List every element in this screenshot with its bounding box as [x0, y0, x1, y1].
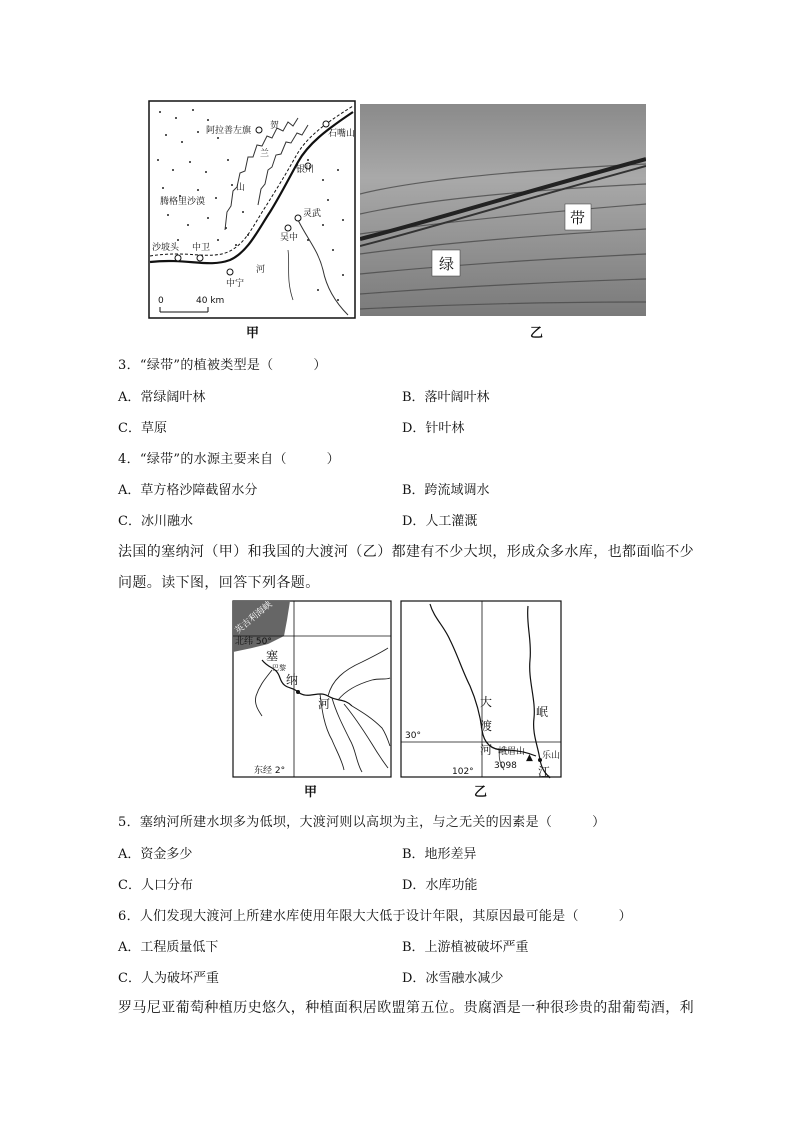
q5-option-c: C．人口分布: [118, 878, 193, 893]
label-sai: 塞: [266, 649, 279, 663]
label-da: 大: [480, 695, 493, 709]
intro-2-line-2: 问题。读下图，回答下列各题。: [118, 575, 320, 591]
paris-marker: [296, 690, 300, 694]
q6-stem: 6．人们发现大渡河上所建水库使用年限大大低于设计年限，其原因最可能是（ ）: [118, 909, 632, 924]
label-river: 河: [256, 265, 266, 275]
scale-label: 40 km: [196, 296, 225, 306]
intro-2-line-1: 法国的塞纳河（甲）和我国的大渡河（乙）都建有不少大坝，形成众多水库，也都面临不少: [118, 544, 694, 560]
label-shan: 山: [236, 183, 246, 193]
q4-option-b: B．跨流域调水: [402, 483, 490, 498]
photo-label-lv: 绿: [439, 255, 455, 273]
q6-option-d: D．冰雪融水减少: [402, 971, 504, 986]
label-lingwu: 灵武: [303, 209, 322, 219]
q4-option-a: A．草方格沙障截留水分: [118, 483, 258, 498]
q4-stem: 4．“绿带”的水源主要来自（ ）: [118, 452, 340, 467]
label-shizuishan: 石嘴山: [328, 129, 356, 139]
label-wuzhong: 吴中: [280, 233, 299, 243]
q5-option-b: B．地形差异: [402, 847, 477, 862]
label-lan: 兰: [260, 149, 270, 159]
q3-option-b: B．落叶阔叶林: [402, 390, 490, 405]
city-marker: [175, 255, 181, 261]
figure-1-caption-b: 乙: [530, 326, 544, 341]
label-na: 纳: [286, 673, 299, 687]
ningxia-map: [148, 100, 356, 320]
label-min: 岷: [536, 705, 549, 719]
scale-zero: 0: [158, 296, 164, 306]
label-he: 贺: [270, 121, 280, 131]
q4-option-d: D．人工灌溉: [402, 514, 478, 529]
city-marker: [227, 269, 233, 275]
label-strait: 英吉利海峡: [233, 600, 275, 637]
label-lat-30: 30°: [405, 731, 421, 741]
photo-label-dai: 带: [570, 209, 586, 227]
q5-option-d: D．水库功能: [402, 878, 478, 893]
q5-option-a: A．资金多少: [118, 847, 193, 862]
label-paris: 巴黎: [272, 664, 286, 672]
label-lon: 东经 2°: [254, 766, 286, 776]
q6-option-a: A．工程质量低下: [118, 940, 219, 955]
figure-2: [232, 600, 562, 800]
label-yinchuan: 银川: [296, 165, 315, 175]
q3-stem: 3．“绿带”的植被类型是（ ）: [118, 358, 327, 373]
seine-map: [232, 600, 392, 780]
q4-option-c: C．冰川融水: [118, 514, 193, 529]
label-du: 渡: [480, 719, 493, 733]
label-lon-102: 102°: [452, 767, 474, 777]
q6-option-c: C．人为破坏严重: [118, 971, 219, 986]
label-he-2: 河: [318, 697, 331, 711]
green-belt-photo: [360, 104, 646, 316]
figure-1: [148, 100, 648, 340]
label-zhongning: 中宁: [226, 279, 245, 289]
figure-2-caption-b: 乙: [474, 785, 488, 800]
label-lat: 北纬 50°: [235, 637, 272, 647]
figure-1-caption-a: 甲: [246, 326, 260, 341]
label-zhongwei: 中卫: [192, 243, 211, 253]
intro-3-line-1: 罗马尼亚葡萄种植历史悠久，种植面积居欧盟第五位。贵腐酒是一种很珍贵的甜葡萄酒，利: [118, 1000, 694, 1016]
q3-option-a: A．常绿阔叶林: [118, 390, 206, 405]
label-alashan: 阿拉善左旗: [206, 126, 252, 136]
dadu-map: [400, 600, 562, 780]
label-tengger-desert: 腾格里沙漠: [160, 197, 206, 207]
city-marker: [295, 215, 301, 221]
q3-option-c: C．草原: [118, 421, 167, 436]
city-marker: [256, 127, 262, 133]
q5-stem: 5．塞纳河所建水坝多为低坝，大渡河则以高坝为主，与之无关的因素是（ ）: [118, 815, 606, 830]
label-jiang: 江: [538, 765, 551, 779]
q6-option-b: B．上游植被破坏严重: [402, 940, 529, 955]
label-leshan: 乐山: [542, 751, 561, 761]
city-marker: [323, 121, 329, 127]
label-shapotou: 沙坡头: [152, 243, 180, 253]
label-emeishan: 峨眉山: [498, 747, 526, 757]
label-he-3: 河: [480, 743, 493, 757]
figure-2-caption-a: 甲: [304, 785, 318, 800]
city-marker: [285, 225, 291, 231]
mountain-triangle-icon: ▲: [526, 753, 533, 763]
label-elevation: 3098: [494, 761, 517, 771]
city-marker: [197, 255, 203, 261]
q3-option-d: D．针叶林: [402, 421, 465, 436]
